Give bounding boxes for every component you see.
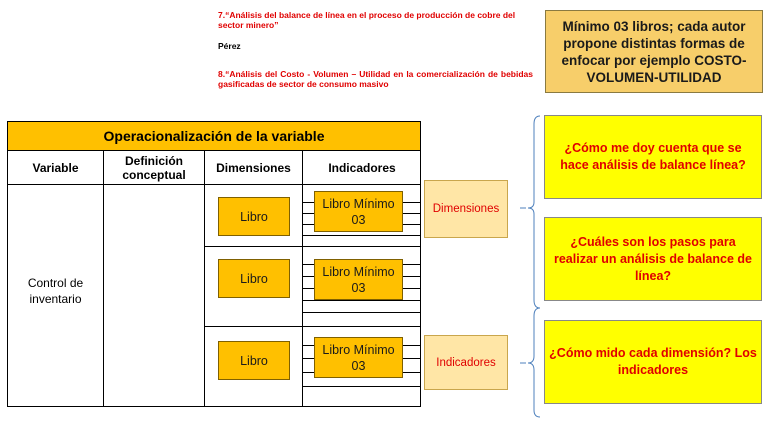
header-divider <box>7 184 421 185</box>
indicator-box-3: Libro Mínimo 03 <box>314 337 403 378</box>
group-divider-1 <box>204 246 421 247</box>
indicator-line <box>302 235 421 236</box>
note-item-7: 7.“Análisis del balance de línea en el proceso de producción de cobre del sector minero” <box>218 10 516 30</box>
label-indicadores: Indicadores <box>424 335 508 390</box>
note-author: Pérez <box>218 41 241 51</box>
question-box-1: ¿Cómo me doy cuenta que se hace análisis de balance línea? <box>544 115 762 199</box>
indicator-line <box>302 312 421 313</box>
header-dimensiones: Dimensiones <box>216 161 291 175</box>
dimension-box-1: Libro <box>218 197 290 236</box>
dimension-box-2: Libro <box>218 259 290 298</box>
group-divider-2 <box>204 326 421 327</box>
header-indicadores: Indicadores <box>328 161 396 175</box>
variable-value: Control de inventario <box>27 276 84 306</box>
table-title: Operacionalización de la variable <box>7 121 421 151</box>
indicator-box-1: Libro Mínimo 03 <box>314 191 403 232</box>
indicator-line <box>302 300 421 301</box>
question-box-2: ¿Cuáles son los pasos para realizar un análisis de balance de línea? <box>544 217 762 301</box>
col-divider-1 <box>103 151 104 407</box>
label-dimensiones: Dimensiones <box>424 180 508 238</box>
col-divider-3 <box>302 151 303 407</box>
indicator-line <box>302 386 421 387</box>
callout-box: Mínimo 03 libros; cada autor propone distintas formas de enfocar por ejemplo COSTO-VOLUMEN-UTILIDAD <box>545 10 763 93</box>
note-item-8: 8.“Análisis del Costo - Volumen – Utilidad en la comercialización de bebidas gasificadas de sector de consumo masivo <box>218 69 533 89</box>
header-definicion: Definición conceptual <box>122 154 186 182</box>
dimension-box-3: Libro <box>218 341 290 380</box>
indicator-box-2: Libro Mínimo 03 <box>314 259 403 300</box>
col-divider-2 <box>204 151 205 407</box>
header-variable: Variable <box>32 161 79 175</box>
question-box-3: ¿Cómo mido cada dimensión? Los indicadores <box>544 320 762 404</box>
